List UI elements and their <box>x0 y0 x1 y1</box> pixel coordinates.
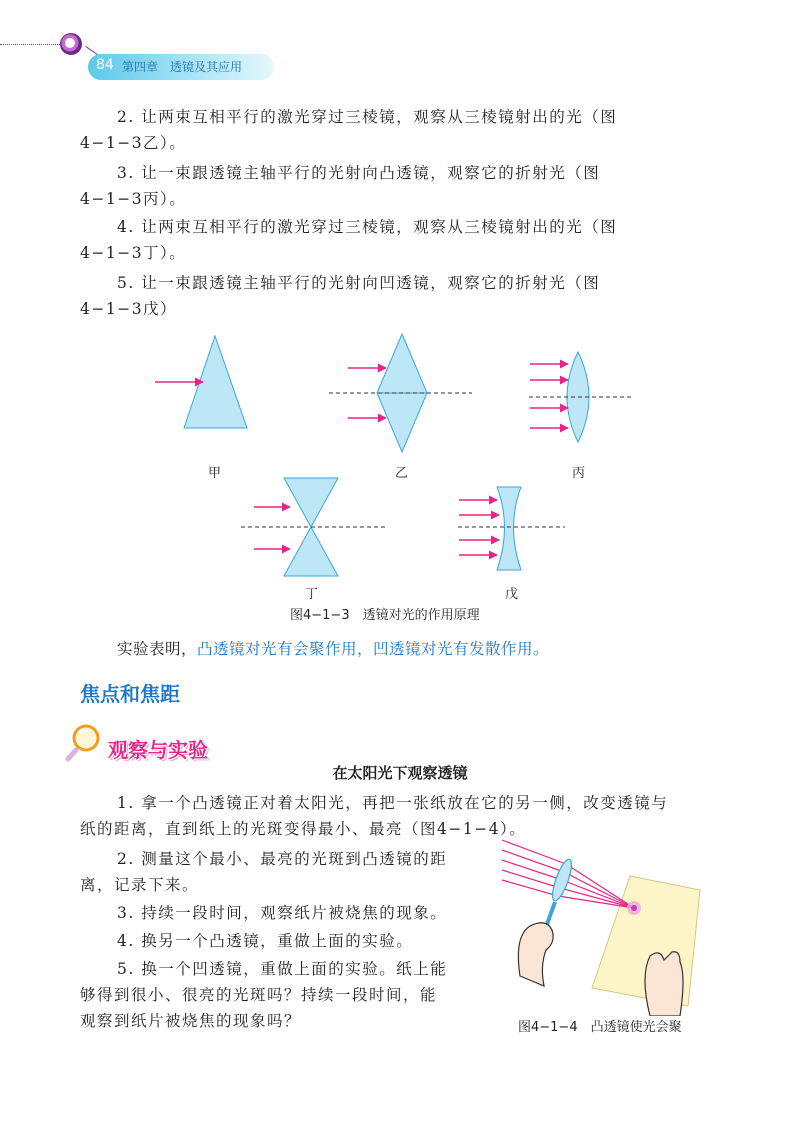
prism-ding <box>241 478 387 576</box>
prism-yi <box>329 334 472 452</box>
exp-line-4: 离，记录下来。 <box>80 876 200 894</box>
exp-line-3: 2. 测量这个最小、最亮的光斑到凸透镜的距 <box>117 850 448 868</box>
chapter-title: 第四章 透镜及其应用 <box>122 60 243 74</box>
figure-4-1-4 <box>500 826 710 1016</box>
conclusion-highlight: 凸透镜对光有会聚作用，凹透镜对光有发散作用。 <box>197 640 550 658</box>
exp-line-8: 够得到很小、很亮的光斑吗？持续一段时间，能 <box>80 986 438 1004</box>
step-4-line1: 4. 让两束互相平行的激光穿过三棱镜，观察从三棱镜射出的光（图 <box>117 218 618 236</box>
magnifier-icon <box>64 722 104 762</box>
experiment-title: 在太阳光下观察透镜 <box>332 764 468 782</box>
figure-4-1-4-caption: 图4−1−4 凸透镜使光会聚 <box>518 1020 682 1035</box>
exp-line-7: 5. 换一个凹透镜，重做上面的实验。纸上能 <box>117 960 448 978</box>
exp-line-1: 1. 拿一个凸透镜正对着太阳光，再把一张纸放在它的另一侧，改变透镜与 <box>117 794 669 812</box>
conclusion-prefix: 实验表明， <box>117 640 198 658</box>
figure-label-wu: 戊 <box>505 587 519 602</box>
figure-label-bing: 丙 <box>572 466 586 481</box>
figure-4-1-3-caption: 图4−1−3 透镜对光的作用原理 <box>290 608 480 623</box>
step-2-line1: 2. 让两束互相平行的激光穿过三棱镜，观察从三棱镜射出的光（图 <box>117 108 618 126</box>
figure-label-jia: 甲 <box>208 466 222 481</box>
exp-line-5: 3. 持续一段时间，观察纸片被烧焦的现象。 <box>117 904 448 922</box>
step-5-line2: 4−1−3戊） <box>80 300 178 318</box>
step-4-line2: 4−1−3丁）。 <box>80 244 187 262</box>
section-title: 焦点和焦距 <box>80 682 180 706</box>
prism-jia <box>155 336 247 428</box>
figure-label-ding: 丁 <box>305 587 319 602</box>
observe-experiment-badge: 观察与实验 <box>108 738 208 762</box>
step-3-line1: 3. 让一束跟透镜主轴平行的光射向凸透镜，观察它的折射光（图 <box>117 164 601 182</box>
page-number: 84 <box>96 57 114 73</box>
step-2-line2: 4−1−3乙）。 <box>80 134 187 152</box>
step-5-line1: 5. 让一束跟透镜主轴平行的光射向凹透镜，观察它的折射光（图 <box>117 274 601 292</box>
conclusion-text <box>117 636 549 662</box>
exp-line-9: 观察到纸片被烧焦的现象吗？ <box>80 1012 302 1030</box>
step-3-line2: 4−1−3丙）。 <box>80 190 187 208</box>
exp-line-2: 纸的距离，直到纸上的光斑变得最小、最亮（图4−1−4）。 <box>80 820 527 838</box>
convex-lens-bing <box>529 352 632 442</box>
figure-label-yi: 乙 <box>395 466 409 481</box>
concave-lens-wu <box>458 487 565 570</box>
exp-line-6: 4. 换另一个凸透镜，重做上面的实验。 <box>117 932 414 950</box>
